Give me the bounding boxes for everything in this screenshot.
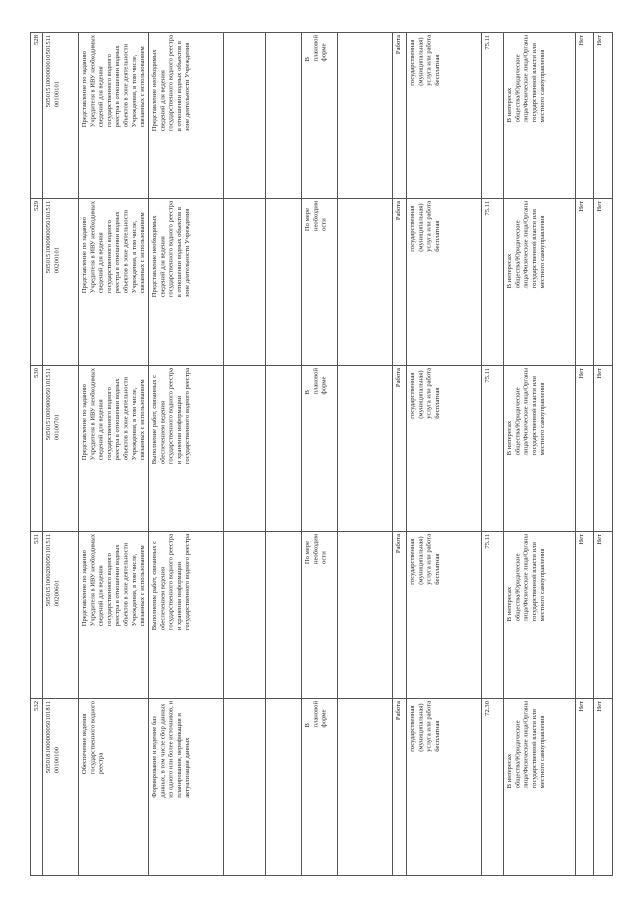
work-type: Работа — [395, 700, 402, 720]
empty-cell — [266, 532, 302, 698]
okved-code-cell — [482, 199, 504, 365]
delivery-form: По мере необходим ости — [304, 201, 328, 232]
delivery-form-cell — [302, 698, 338, 875]
interest-group: В интересах общества/Юридические лица/Физические лица/Органы государственной власти или местного самоуправления — [506, 700, 547, 788]
service-category: государственная (муниципальная) услуга или работа бесплатная — [409, 534, 441, 585]
work-type-cell — [393, 199, 407, 365]
service-category: государственная (муниципальная) услуга или работа бесплатная — [409, 700, 441, 752]
work-description: Выполнение работ, связанных с обеспечением ведения государственного водного реестра и хранения информации государственного водного реестра — [151, 534, 192, 631]
registry-code-cell — [43, 365, 79, 531]
okved-code: 75.11 — [484, 35, 491, 50]
service-category: государственная (муниципальная) услуга или работа бесплатная — [409, 201, 441, 253]
empty-cell — [224, 199, 266, 365]
okved-code: 75.11 — [484, 534, 491, 549]
work-description-cell — [149, 199, 224, 365]
fee-flag: Нет — [577, 700, 585, 712]
empty-cell — [266, 33, 302, 199]
work-type: Работа — [395, 35, 402, 55]
registry-code: 5050151000900050101511 00100701 — [45, 367, 61, 441]
registry-table — [30, 32, 613, 876]
table-row — [31, 698, 613, 875]
interest-group-cell — [504, 532, 613, 698]
table-row — [31, 199, 613, 365]
interest-group: В интересах общества/Юридические лица/Физические лица/Органы государственной власти или местного самоуправления — [506, 201, 547, 289]
interest-group-cell — [504, 33, 613, 199]
delivery-form-cell — [302, 365, 338, 531]
row-number: 530 — [33, 367, 40, 378]
service-category-cell — [407, 698, 482, 875]
work-name: Обеспечение ведения государственного водного реестра — [81, 700, 105, 774]
work-type: Работа — [395, 201, 402, 221]
table-row — [31, 365, 613, 531]
row-number: 532 — [33, 700, 40, 711]
registry-code-cell — [43, 199, 79, 365]
work-description-cell — [149, 532, 224, 698]
empty-cell — [266, 698, 302, 875]
service-category-cell — [407, 365, 482, 531]
interest-group-cell — [504, 698, 613, 875]
work-description: Формирование и ведение баз данных, в том числе сбор данных из одного или более источников, и планирования, верификация и актуализация данных — [151, 700, 192, 798]
registry-code: 5050151000000010501511 00100101 — [45, 35, 61, 108]
work-name: Представление по заданию Учредителя в ИВУ необходимых сведений для ведения государственного водного реестра в отношении водных объектов в зоне деятельности Учреждения, в том числе, связанных с использованием — [81, 534, 147, 627]
row-number-cell — [31, 532, 43, 698]
delivery-form-cell — [302, 33, 338, 199]
work-description-cell — [149, 698, 224, 875]
license-flag: Нет — [596, 201, 604, 212]
work-name: Представление по заданию Учредителя в ИВУ необходимых сведений для ведения государственного водного реестра в отношении водных объектов в зоне деятельности Учреждения, в том числе, связанных с использованием — [81, 201, 147, 294]
registry-code-cell — [43, 698, 79, 875]
service-category: государственная (муниципальная) услуга или работа бесплатная — [409, 35, 441, 86]
service-category: государственная (муниципальная) услуга или работа бесплатная — [409, 367, 441, 419]
okved-code: 75.11 — [484, 367, 491, 383]
registry-code: 5050151000200050101511 00200601 — [45, 534, 61, 607]
empty-cell — [224, 698, 266, 875]
row-number-cell — [31, 365, 43, 531]
row-number-cell — [31, 199, 43, 365]
work-description: Представление необходимых сведений для ведения государственного водного реестра в отношении водных объектов в зоне деятельности Учреждения — [151, 201, 192, 298]
work-name: Представление по заданию Учредителя в ИВУ необходимых сведений для ведения государственного водного реестра в отношении водных объектов в зоне деятельности Учреждения, в том числе, связанных с использованием — [81, 35, 147, 128]
delivery-form: В плановой форме — [304, 700, 328, 728]
work-type-cell — [393, 33, 407, 199]
empty-cell — [338, 698, 393, 875]
work-name-cell — [79, 33, 149, 199]
row-number-cell — [31, 698, 43, 875]
work-name-cell — [79, 199, 149, 365]
interest-group: В интересах общества/Юридические лица/Физические лица/Органы государственной власти или местного самоуправления — [506, 35, 547, 123]
work-description-cell — [149, 365, 224, 531]
okved-code-cell — [482, 698, 504, 875]
empty-cell — [338, 199, 393, 365]
empty-cell — [224, 532, 266, 698]
empty-cell — [338, 365, 393, 531]
fee-flag: Нет — [577, 534, 585, 545]
work-type: Работа — [395, 534, 402, 554]
table-row — [31, 33, 613, 199]
interest-group-cell — [504, 365, 613, 531]
work-type: Работа — [395, 367, 402, 387]
delivery-form-cell — [302, 532, 338, 698]
delivery-form: По мере необходим ости — [304, 534, 328, 565]
okved-code-cell — [482, 365, 504, 531]
empty-cell — [266, 199, 302, 365]
work-name-cell — [79, 532, 149, 698]
empty-cell — [338, 532, 393, 698]
fee-flag: Нет — [577, 35, 585, 46]
service-category-cell — [407, 532, 482, 698]
delivery-form: В плановой форме — [304, 35, 328, 62]
work-description: Выполнение работ, связанных с обеспечением ведения государственного водного реестра и хранения информации государственного водного реестра — [151, 367, 192, 465]
license-flag: Нет — [596, 534, 604, 545]
delivery-form: В плановой форме — [304, 367, 328, 395]
okved-code-cell — [482, 532, 504, 698]
work-type-cell — [393, 532, 407, 698]
fee-flag: Нет — [577, 201, 585, 212]
delivery-form-cell — [302, 199, 338, 365]
work-name-cell — [79, 698, 149, 875]
registry-code-cell — [43, 532, 79, 698]
registry-code: 5050151000900050101511 00200101 — [45, 201, 61, 274]
license-flag: Нет — [596, 700, 604, 712]
empty-cell — [338, 33, 393, 199]
interest-group: В интересах общества/Юридические лица/Физические лица/Органы государственной власти или местного самоуправления — [506, 367, 547, 456]
table-row — [31, 532, 613, 698]
registry-sheet — [30, 32, 612, 876]
row-number: 531 — [33, 534, 40, 545]
service-category-cell — [407, 33, 482, 199]
registry-code: 5050181000000050101811 00100100 — [45, 700, 61, 773]
row-number: 529 — [33, 201, 40, 212]
interest-group-cell — [504, 199, 613, 365]
license-flag: Нет — [596, 367, 604, 379]
service-category-cell — [407, 199, 482, 365]
empty-cell — [266, 365, 302, 531]
okved-code: 72.30 — [484, 700, 491, 716]
row-number: 528 — [33, 35, 40, 45]
license-flag: Нет — [596, 35, 604, 46]
work-description-cell — [149, 33, 224, 199]
okved-code-cell — [482, 33, 504, 199]
okved-code: 75.11 — [484, 201, 491, 216]
empty-cell — [224, 365, 266, 531]
interest-group: В интересах общества/Юридические лица/Физические лица/Органы государственной власти или местного самоуправления — [506, 534, 547, 622]
work-name: Представление по заданию Учредителя в ИВУ необходимых сведений для ведения государственного водного реестра в отношении водных объектов в зоне деятельности Учреждения, в том числе, связанных с использованием — [81, 367, 147, 461]
empty-cell — [224, 33, 266, 199]
work-type-cell — [393, 698, 407, 875]
work-name-cell — [79, 365, 149, 531]
fee-flag: Нет — [577, 367, 585, 379]
work-type-cell — [393, 365, 407, 531]
registry-code-cell — [43, 33, 79, 199]
row-number-cell — [31, 33, 43, 199]
work-description: Представление необходимых сведений для ведения государственного водного реестра в отношении водных объектов в зоне деятельности Учреждения — [151, 35, 192, 132]
